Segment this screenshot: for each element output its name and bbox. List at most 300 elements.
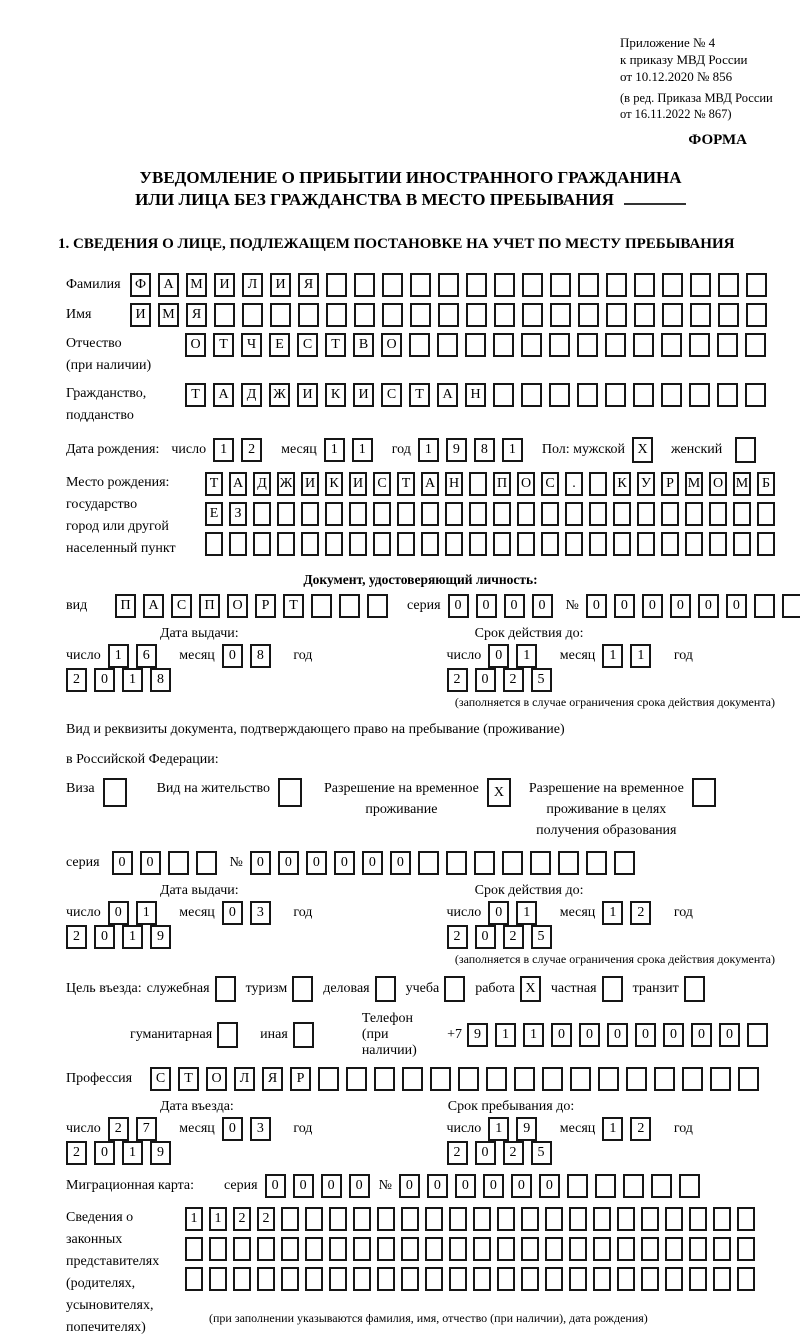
form-cell[interactable]: 1 — [213, 438, 234, 462]
form-cell[interactable] — [541, 532, 559, 556]
form-cell[interactable] — [473, 1207, 491, 1231]
form-cell[interactable] — [593, 1267, 611, 1291]
form-cell[interactable]: М — [186, 273, 207, 297]
form-cell[interactable] — [589, 472, 607, 496]
form-cell[interactable]: 0 — [222, 644, 243, 668]
form-cell[interactable] — [185, 1237, 203, 1261]
form-cell[interactable]: 1 — [418, 438, 439, 462]
form-cell[interactable] — [103, 778, 127, 807]
form-cell[interactable] — [318, 1067, 339, 1091]
form-cell[interactable]: И — [349, 472, 367, 496]
form-cell[interactable] — [641, 1207, 659, 1231]
form-cell[interactable]: 2 — [66, 668, 87, 692]
form-cell[interactable] — [305, 1237, 323, 1261]
form-cell[interactable]: 0 — [642, 594, 663, 618]
form-cell[interactable] — [586, 851, 607, 875]
form-cell[interactable]: 0 — [278, 851, 299, 875]
form-cell[interactable] — [375, 976, 396, 1002]
form-cell[interactable] — [293, 1022, 314, 1048]
form-cell[interactable]: 9 — [446, 438, 467, 462]
form-cell[interactable] — [709, 532, 727, 556]
form-cell[interactable] — [589, 532, 607, 556]
form-cell[interactable] — [578, 273, 599, 297]
form-cell[interactable] — [651, 1174, 672, 1198]
form-cell[interactable] — [410, 273, 431, 297]
form-cell[interactable] — [733, 532, 751, 556]
form-cell[interactable] — [565, 502, 583, 526]
form-cell[interactable]: 0 — [719, 1023, 740, 1047]
form-cell[interactable]: 2 — [503, 925, 524, 949]
form-cell[interactable] — [382, 273, 403, 297]
form-cell[interactable]: 8 — [150, 668, 171, 692]
form-cell[interactable]: 1 — [502, 438, 523, 462]
form-cell[interactable]: 0 — [427, 1174, 448, 1198]
form-cell[interactable] — [565, 532, 583, 556]
form-cell[interactable]: Т — [409, 383, 430, 407]
form-cell[interactable] — [349, 502, 367, 526]
form-cell[interactable] — [689, 1267, 707, 1291]
form-cell[interactable]: 1 — [495, 1023, 516, 1047]
form-cell[interactable]: Р — [661, 472, 679, 496]
form-cell[interactable] — [545, 1237, 563, 1261]
form-cell[interactable] — [569, 1267, 587, 1291]
form-cell[interactable]: 0 — [108, 901, 129, 925]
form-cell[interactable] — [558, 851, 579, 875]
form-cell[interactable] — [710, 1067, 731, 1091]
form-cell[interactable] — [595, 1174, 616, 1198]
form-cell[interactable]: 1 — [324, 438, 345, 462]
form-cell[interactable] — [446, 851, 467, 875]
form-cell[interactable] — [445, 502, 463, 526]
form-cell[interactable] — [737, 1267, 755, 1291]
form-cell[interactable] — [634, 303, 655, 327]
form-cell[interactable] — [281, 1267, 299, 1291]
form-cell[interactable]: 2 — [233, 1207, 251, 1231]
form-cell[interactable] — [325, 502, 343, 526]
form-cell[interactable] — [550, 273, 571, 297]
form-cell[interactable]: П — [115, 594, 136, 618]
form-cell[interactable] — [747, 1023, 768, 1047]
form-cell[interactable]: С — [381, 383, 402, 407]
form-cell[interactable]: 9 — [516, 1117, 537, 1141]
form-cell[interactable] — [449, 1207, 467, 1231]
form-cell[interactable] — [326, 303, 347, 327]
form-cell[interactable]: . — [565, 472, 583, 496]
form-cell[interactable] — [354, 273, 375, 297]
form-cell[interactable]: 3 — [250, 901, 271, 925]
form-cell[interactable]: 0 — [455, 1174, 476, 1198]
form-cell[interactable]: 0 — [222, 901, 243, 925]
form-cell[interactable]: 0 — [476, 594, 497, 618]
form-cell[interactable]: 0 — [390, 851, 411, 875]
form-cell[interactable] — [325, 532, 343, 556]
form-cell[interactable] — [377, 1267, 395, 1291]
form-cell[interactable] — [466, 273, 487, 297]
form-cell[interactable]: 1 — [488, 1117, 509, 1141]
form-cell[interactable] — [517, 502, 535, 526]
form-cell[interactable] — [305, 1207, 323, 1231]
form-cell[interactable] — [401, 1207, 419, 1231]
form-cell[interactable] — [605, 333, 626, 357]
form-cell[interactable] — [305, 1267, 323, 1291]
form-cell[interactable] — [682, 1067, 703, 1091]
form-cell[interactable]: А — [229, 472, 247, 496]
form-cell[interactable]: 1 — [136, 901, 157, 925]
form-cell[interactable]: X — [632, 437, 653, 463]
form-cell[interactable]: Т — [397, 472, 415, 496]
form-cell[interactable] — [301, 532, 319, 556]
form-cell[interactable]: 1 — [122, 925, 143, 949]
form-cell[interactable] — [746, 303, 767, 327]
form-cell[interactable]: 2 — [447, 668, 468, 692]
form-cell[interactable] — [661, 383, 682, 407]
form-cell[interactable] — [353, 1267, 371, 1291]
form-cell[interactable]: 0 — [140, 851, 161, 875]
form-cell[interactable] — [569, 1237, 587, 1261]
form-cell[interactable]: 1 — [630, 644, 651, 668]
form-cell[interactable] — [514, 1067, 535, 1091]
form-cell[interactable]: Д — [253, 472, 271, 496]
form-cell[interactable] — [690, 303, 711, 327]
form-cell[interactable]: С — [541, 472, 559, 496]
form-cell[interactable] — [353, 1207, 371, 1231]
form-cell[interactable] — [253, 532, 271, 556]
form-cell[interactable] — [665, 1267, 683, 1291]
form-cell[interactable] — [469, 532, 487, 556]
form-cell[interactable]: Д — [241, 383, 262, 407]
form-cell[interactable]: Н — [445, 472, 463, 496]
form-cell[interactable] — [522, 303, 543, 327]
form-cell[interactable]: О — [517, 472, 535, 496]
form-cell[interactable]: Я — [298, 273, 319, 297]
form-cell[interactable] — [257, 1237, 275, 1261]
form-cell[interactable] — [281, 1207, 299, 1231]
form-cell[interactable] — [717, 383, 738, 407]
form-cell[interactable] — [522, 273, 543, 297]
form-cell[interactable] — [185, 1267, 203, 1291]
form-cell[interactable]: 9 — [150, 1141, 171, 1165]
form-cell[interactable]: 1 — [352, 438, 373, 462]
form-cell[interactable] — [690, 273, 711, 297]
form-cell[interactable] — [449, 1237, 467, 1261]
form-cell[interactable] — [633, 383, 654, 407]
form-cell[interactable] — [577, 333, 598, 357]
form-cell[interactable] — [438, 303, 459, 327]
form-cell[interactable]: И — [130, 303, 151, 327]
form-cell[interactable] — [570, 1067, 591, 1091]
form-cell[interactable]: М — [685, 472, 703, 496]
form-cell[interactable]: 0 — [399, 1174, 420, 1198]
form-cell[interactable]: Я — [186, 303, 207, 327]
form-cell[interactable] — [689, 333, 710, 357]
form-cell[interactable] — [633, 333, 654, 357]
form-cell[interactable]: Е — [269, 333, 290, 357]
form-cell[interactable]: 9 — [467, 1023, 488, 1047]
form-cell[interactable] — [493, 333, 514, 357]
form-cell[interactable] — [605, 383, 626, 407]
form-cell[interactable] — [401, 1267, 419, 1291]
form-cell[interactable] — [738, 1067, 759, 1091]
form-cell[interactable]: 8 — [250, 644, 271, 668]
form-cell[interactable]: У — [637, 472, 655, 496]
form-cell[interactable]: 1 — [516, 644, 537, 668]
form-cell[interactable]: 0 — [539, 1174, 560, 1198]
form-cell[interactable] — [421, 502, 439, 526]
form-cell[interactable] — [637, 532, 655, 556]
form-cell[interactable] — [205, 532, 223, 556]
form-cell[interactable]: Л — [242, 273, 263, 297]
form-cell[interactable] — [617, 1237, 635, 1261]
form-cell[interactable]: Е — [205, 502, 223, 526]
form-cell[interactable] — [550, 303, 571, 327]
form-cell[interactable]: 0 — [250, 851, 271, 875]
form-cell[interactable] — [418, 851, 439, 875]
form-cell[interactable] — [301, 502, 319, 526]
form-cell[interactable]: 1 — [523, 1023, 544, 1047]
form-cell[interactable]: 5 — [531, 925, 552, 949]
form-cell[interactable] — [401, 1237, 419, 1261]
form-cell[interactable]: 0 — [670, 594, 691, 618]
form-cell[interactable] — [530, 851, 551, 875]
form-cell[interactable]: В — [353, 333, 374, 357]
form-cell[interactable] — [409, 333, 430, 357]
form-cell[interactable]: 0 — [94, 1141, 115, 1165]
form-cell[interactable] — [661, 502, 679, 526]
form-cell[interactable] — [713, 1237, 731, 1261]
form-cell[interactable]: 2 — [241, 438, 262, 462]
form-cell[interactable] — [689, 383, 710, 407]
form-cell[interactable]: С — [150, 1067, 171, 1091]
form-cell[interactable] — [397, 532, 415, 556]
form-cell[interactable]: О — [227, 594, 248, 618]
form-cell[interactable]: Б — [757, 472, 775, 496]
form-cell[interactable] — [637, 502, 655, 526]
form-cell[interactable] — [374, 1067, 395, 1091]
form-cell[interactable]: 3 — [250, 1117, 271, 1141]
form-cell[interactable]: И — [301, 472, 319, 496]
form-cell[interactable] — [497, 1237, 515, 1261]
form-cell[interactable] — [444, 976, 465, 1002]
form-cell[interactable] — [233, 1267, 251, 1291]
form-cell[interactable] — [521, 1267, 539, 1291]
form-cell[interactable]: 1 — [122, 1141, 143, 1165]
form-cell[interactable] — [598, 1067, 619, 1091]
form-cell[interactable] — [281, 1237, 299, 1261]
form-cell[interactable] — [278, 778, 302, 807]
form-cell[interactable] — [354, 303, 375, 327]
form-cell[interactable]: 2 — [630, 1117, 651, 1141]
form-cell[interactable] — [473, 1237, 491, 1261]
form-cell[interactable] — [382, 303, 403, 327]
form-cell[interactable] — [745, 383, 766, 407]
form-cell[interactable] — [277, 532, 295, 556]
form-cell[interactable]: И — [214, 273, 235, 297]
form-cell[interactable] — [438, 273, 459, 297]
form-cell[interactable] — [346, 1067, 367, 1091]
form-cell[interactable]: 1 — [122, 668, 143, 692]
form-cell[interactable] — [215, 976, 236, 1002]
form-cell[interactable] — [542, 1067, 563, 1091]
form-cell[interactable]: 2 — [503, 668, 524, 692]
form-cell[interactable]: 9 — [150, 925, 171, 949]
form-cell[interactable]: Я — [262, 1067, 283, 1091]
form-cell[interactable]: 0 — [586, 594, 607, 618]
form-cell[interactable] — [410, 303, 431, 327]
form-cell[interactable]: 0 — [222, 1117, 243, 1141]
form-cell[interactable]: Т — [185, 383, 206, 407]
form-cell[interactable] — [474, 851, 495, 875]
form-cell[interactable] — [465, 333, 486, 357]
form-cell[interactable]: З — [229, 502, 247, 526]
form-cell[interactable] — [329, 1237, 347, 1261]
form-cell[interactable] — [425, 1267, 443, 1291]
form-cell[interactable] — [466, 303, 487, 327]
form-cell[interactable] — [623, 1174, 644, 1198]
form-cell[interactable]: 0 — [94, 668, 115, 692]
form-cell[interactable] — [494, 273, 515, 297]
form-cell[interactable] — [745, 333, 766, 357]
form-cell[interactable] — [593, 1207, 611, 1231]
form-cell[interactable]: 2 — [66, 925, 87, 949]
form-cell[interactable] — [641, 1267, 659, 1291]
form-cell[interactable] — [689, 1237, 707, 1261]
form-cell[interactable]: X — [487, 778, 511, 807]
form-cell[interactable] — [617, 1207, 635, 1231]
form-cell[interactable]: 0 — [306, 851, 327, 875]
form-cell[interactable] — [735, 437, 756, 463]
form-cell[interactable] — [168, 851, 189, 875]
form-cell[interactable] — [617, 1267, 635, 1291]
form-cell[interactable] — [421, 532, 439, 556]
form-cell[interactable] — [521, 333, 542, 357]
form-cell[interactable] — [373, 532, 391, 556]
form-cell[interactable] — [593, 1237, 611, 1261]
form-cell[interactable] — [517, 532, 535, 556]
form-cell[interactable]: 2 — [108, 1117, 129, 1141]
form-cell[interactable]: 0 — [349, 1174, 370, 1198]
form-cell[interactable] — [209, 1267, 227, 1291]
form-cell[interactable] — [521, 383, 542, 407]
form-cell[interactable] — [430, 1067, 451, 1091]
form-cell[interactable] — [502, 851, 523, 875]
form-cell[interactable]: А — [213, 383, 234, 407]
form-cell[interactable]: 0 — [94, 925, 115, 949]
form-cell[interactable]: 8 — [474, 438, 495, 462]
form-cell[interactable]: 0 — [475, 668, 496, 692]
form-cell[interactable]: 0 — [475, 925, 496, 949]
form-cell[interactable]: 2 — [447, 925, 468, 949]
form-cell[interactable]: Ч — [241, 333, 262, 357]
form-cell[interactable]: И — [297, 383, 318, 407]
form-cell[interactable]: 1 — [516, 901, 537, 925]
form-cell[interactable] — [229, 532, 247, 556]
form-cell[interactable]: Т — [178, 1067, 199, 1091]
form-cell[interactable]: Т — [213, 333, 234, 357]
form-cell[interactable] — [549, 333, 570, 357]
form-cell[interactable] — [549, 383, 570, 407]
form-cell[interactable] — [353, 1237, 371, 1261]
form-cell[interactable]: К — [325, 383, 346, 407]
form-cell[interactable]: 1 — [602, 644, 623, 668]
form-cell[interactable]: 1 — [108, 644, 129, 668]
form-cell[interactable]: С — [171, 594, 192, 618]
form-cell[interactable] — [718, 303, 739, 327]
form-cell[interactable] — [497, 1207, 515, 1231]
form-cell[interactable]: С — [297, 333, 318, 357]
form-cell[interactable] — [214, 303, 235, 327]
form-cell[interactable] — [402, 1067, 423, 1091]
form-cell[interactable] — [754, 594, 775, 618]
form-cell[interactable] — [757, 502, 775, 526]
form-cell[interactable]: 6 — [136, 644, 157, 668]
form-cell[interactable] — [521, 1237, 539, 1261]
form-cell[interactable] — [782, 594, 800, 618]
form-cell[interactable]: 0 — [532, 594, 553, 618]
form-cell[interactable]: 0 — [265, 1174, 286, 1198]
form-cell[interactable]: Ж — [277, 472, 295, 496]
form-cell[interactable]: 0 — [504, 594, 525, 618]
form-cell[interactable] — [458, 1067, 479, 1091]
form-cell[interactable] — [469, 502, 487, 526]
form-cell[interactable] — [746, 273, 767, 297]
form-cell[interactable] — [367, 594, 388, 618]
form-cell[interactable] — [473, 1267, 491, 1291]
form-cell[interactable]: 0 — [635, 1023, 656, 1047]
form-cell[interactable]: 0 — [112, 851, 133, 875]
form-cell[interactable] — [569, 1207, 587, 1231]
form-cell[interactable] — [217, 1022, 238, 1048]
form-cell[interactable] — [349, 532, 367, 556]
form-cell[interactable] — [577, 383, 598, 407]
form-cell[interactable]: 2 — [630, 901, 651, 925]
form-cell[interactable]: 0 — [321, 1174, 342, 1198]
form-cell[interactable] — [606, 273, 627, 297]
form-cell[interactable]: X — [520, 976, 541, 1002]
form-cell[interactable]: А — [143, 594, 164, 618]
form-cell[interactable] — [665, 1237, 683, 1261]
form-cell[interactable]: 0 — [483, 1174, 504, 1198]
form-cell[interactable] — [339, 594, 360, 618]
form-cell[interactable]: А — [437, 383, 458, 407]
form-cell[interactable]: Р — [290, 1067, 311, 1091]
form-cell[interactable] — [665, 1207, 683, 1231]
form-cell[interactable] — [469, 472, 487, 496]
form-cell[interactable] — [606, 303, 627, 327]
form-cell[interactable]: П — [199, 594, 220, 618]
form-cell[interactable] — [425, 1207, 443, 1231]
form-cell[interactable] — [685, 502, 703, 526]
form-cell[interactable] — [733, 502, 751, 526]
form-cell[interactable] — [373, 502, 391, 526]
form-cell[interactable] — [662, 273, 683, 297]
form-cell[interactable]: М — [158, 303, 179, 327]
form-cell[interactable] — [684, 976, 705, 1002]
form-cell[interactable] — [578, 303, 599, 327]
form-cell[interactable] — [521, 1207, 539, 1231]
form-cell[interactable] — [692, 778, 716, 807]
form-cell[interactable] — [602, 976, 623, 1002]
form-cell[interactable] — [377, 1207, 395, 1231]
form-cell[interactable] — [737, 1237, 755, 1261]
form-cell[interactable]: 7 — [136, 1117, 157, 1141]
form-cell[interactable]: О — [709, 472, 727, 496]
form-cell[interactable]: Н — [465, 383, 486, 407]
form-cell[interactable]: К — [613, 472, 631, 496]
form-cell[interactable] — [589, 502, 607, 526]
form-cell[interactable]: 0 — [691, 1023, 712, 1047]
form-cell[interactable] — [661, 333, 682, 357]
form-cell[interactable] — [689, 1207, 707, 1231]
